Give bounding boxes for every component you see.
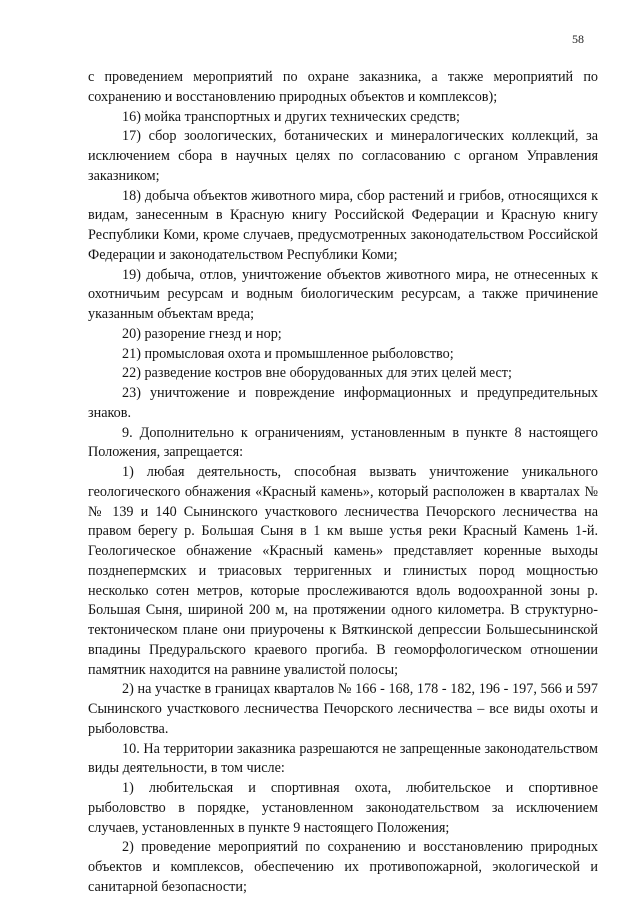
page-number: 58 xyxy=(572,32,584,46)
paragraph: 1) любая деятельность, способная вызвать уничтожение уникального геологического обнажения «Красный камень», который расположен в кварталах №№ 139 и 140 Сынинского участкового лесничества Печорского лесничества на правом берегу р. Большая Сыня в 1 км выше устья реки Красный Камень 1-й. Геологическое обнажение «Красный камень» представляет коренные выходы позднепермских и триасовых терригенных и глинистых пород мощностью несколько сотен метров, которые прослеживаются вдоль водоохранной зоны р. Большая Сыня, шириной 200 м, на протяжении одного километра. В структурно-тектоническом плане они приурочены к Вяткинской депрессии Большесынинской впадины Предуральского краевого прогиба. В геоморфологическом отношении памятник находится на равнине увалистой полосы; xyxy=(88,464,598,678)
paragraph: 23) уничтожение и повреждение информационных и предупредительных знаков. xyxy=(88,385,598,421)
paragraph: 9. Дополнительно к ограничениям, установленным в пункте 8 настоящего Положения, запрещается: xyxy=(88,424,598,461)
document-body xyxy=(88,68,598,898)
paragraph: 1) любительская и спортивная охота, любительское и спортивное рыболовство в порядке, установленном законодательством за исключением случаев, установленных в пункте 9 настоящего Положения; xyxy=(88,780,598,836)
paragraph: 10. На территории заказника разрешаются не запрещенные законодательством виды деятельности, в том числе: xyxy=(88,740,598,777)
paragraph: 19) добыча, отлов, уничтожение объектов животного мира, не отнесенных к охотничьим ресурсам и водным биологическим ресурсам, а также причинение указанным объектам вреда; xyxy=(88,266,598,322)
paragraph: 17) сбор зоологических, ботанических и минералогических коллекций, за исключением сбора в научных целях по согласованию с органом Управления заказником; xyxy=(88,128,598,184)
paragraph: 20) разорение гнезд и нор; xyxy=(122,325,282,342)
paragraph: 2) проведение мероприятий по сохранению и восстановлению природных объектов и комплексов, обеспечению их противопожарной, экологической и санитарной безопасности; xyxy=(88,839,598,895)
paragraph: с проведением мероприятий по охране заказника, а также мероприятий по сохранению и восстановлению природных объектов и комплексов); xyxy=(88,69,598,105)
paragraph: 18) добыча объектов животного мира, сбор растений и грибов, относящихся к видам, занесенным в Красную книгу Российской Федерации и Красную книгу Республики Коми, кроме случаев, предусмотренных законодательством Российской Федерации и законодательством Республики Коми; xyxy=(88,187,598,263)
paragraph: 21) промысловая охота и промышленное рыболовство; xyxy=(122,345,454,362)
paragraph: 2) на участке в границах кварталов № 166 - 168, 178 - 182, 196 - 197, 566 и 597 Сынинского участкового лесничества Печорского лесничества – все виды охоты и рыболовства. xyxy=(88,681,598,737)
paragraph: 16) мойка транспортных и других технических средств; xyxy=(122,108,460,125)
paragraph: 22) разведение костров вне оборудованных для этих целей мест; xyxy=(122,365,512,382)
